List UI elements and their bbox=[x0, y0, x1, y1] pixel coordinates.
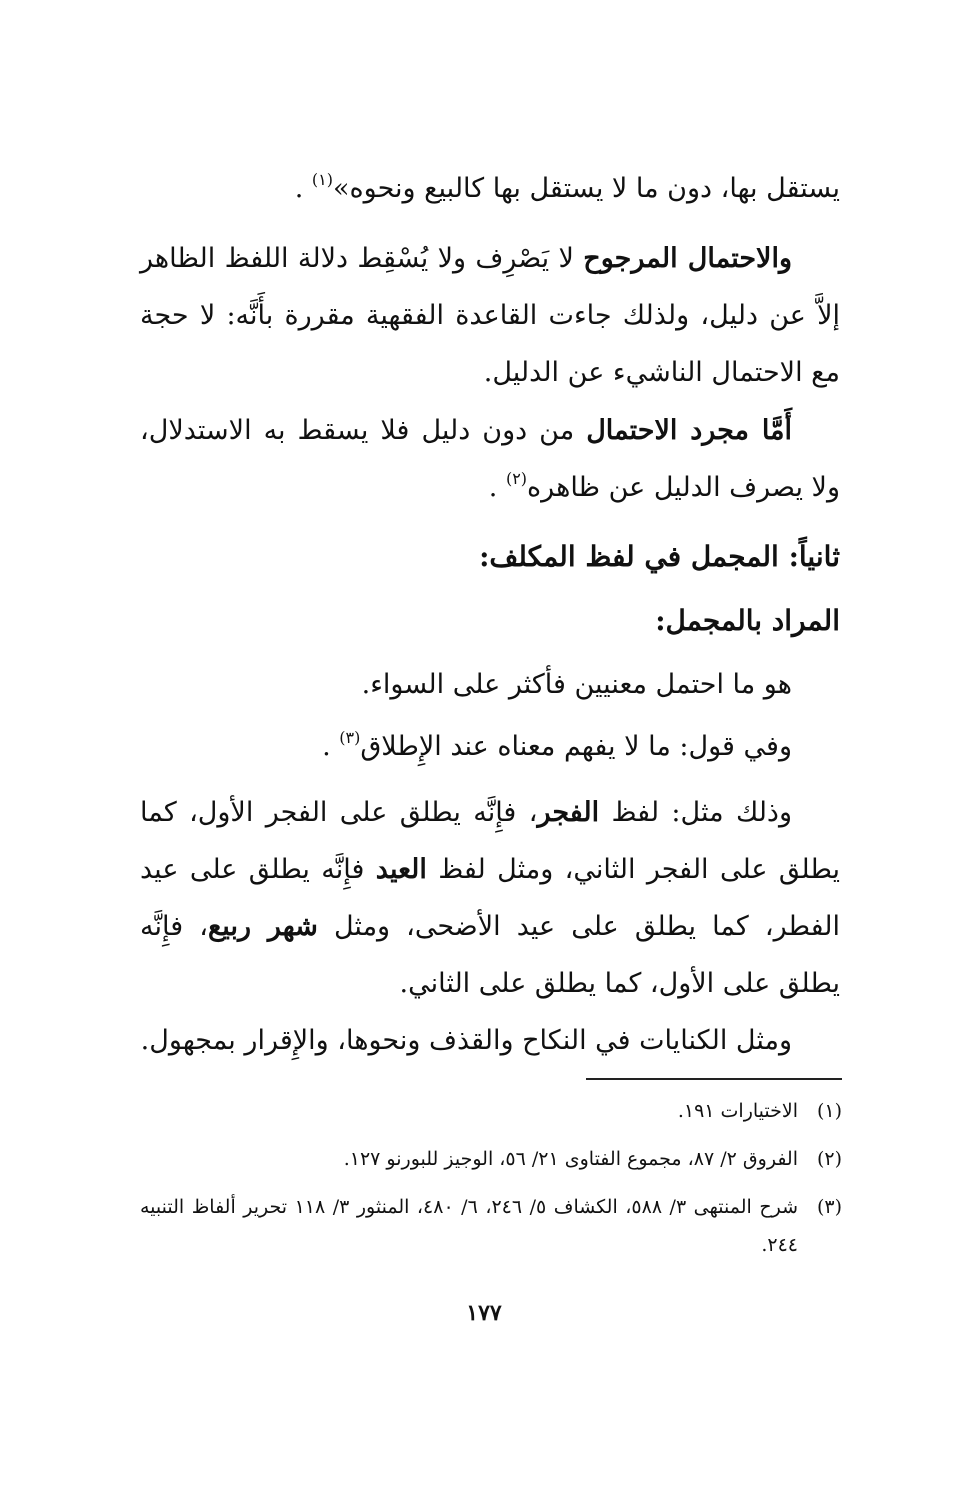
p1-text: يستقل بها، دون ما لا يستقل بها كالبيع ونحوه» bbox=[332, 173, 840, 204]
section-heading: ثانياً: المجمل في لفظ المكلف: bbox=[479, 540, 840, 573]
paragraph-alt-definition bbox=[140, 718, 840, 775]
p3-bold-term: أَمَّا مجرد الاحتمال bbox=[586, 415, 793, 446]
footnote-1 bbox=[140, 1092, 842, 1130]
paragraph-definition: هو ما احتمل معنيين فأكثر على السواء. bbox=[361, 669, 792, 700]
footnote-text: الفروق ٢/ ٨٧، مجموع الفتاوى ٢١/ ٥٦، الوجيز للبورنو ١٢٧. bbox=[343, 1148, 798, 1170]
p6-bold-fajr: الفجر bbox=[537, 797, 600, 828]
footnote-2 bbox=[140, 1140, 842, 1178]
paragraph-examples bbox=[140, 784, 840, 1012]
paragraph-1 bbox=[140, 160, 840, 217]
paragraph-kinayat: ومثل الكنايات في النكاح والقذف ونحوها، والإِقرار بمجهول. bbox=[140, 1025, 792, 1056]
page-number: ١٧٧ bbox=[466, 1300, 502, 1326]
footnote-ref-1[interactable]: (١) bbox=[311, 170, 333, 189]
footnote-number: (٢) bbox=[816, 1148, 842, 1170]
p5-end: . bbox=[322, 731, 340, 762]
footnote-ref-3[interactable]: (٣) bbox=[339, 728, 361, 747]
paragraph-3 bbox=[140, 402, 840, 516]
p2-text: لا يَصْرِف ولا يُسْقِط دلالة اللفظ الظاهر إلاَّ عن دليل، ولذلك جاءت القاعدة الفقهية مقررة بأَنَّه: لا حجة مع الاحتمال الناشيء عن الدليل. bbox=[140, 243, 840, 388]
footnote-divider bbox=[586, 1078, 842, 1080]
footnote-number: (٣) bbox=[816, 1196, 842, 1218]
p6-bold-rabi: شهر ربيع bbox=[207, 911, 318, 942]
p2-bold-term: والاحتمال المرجوح bbox=[583, 243, 792, 274]
p6-text-d: فإِنَّه يطلق على عيد الفطر، كما يطلق على عيد الأضحى، ومثل bbox=[140, 854, 841, 942]
footnote-text: شرح المنتهى ٣/ ٥٨٨، الكشاف ٥/ ٢٤٦، ٦/ ٤٨٠، المنثور ٣/ ١١٨ تحرير ألفاظ التنبيه ٢٤٤. bbox=[140, 1196, 798, 1256]
p3-end: . bbox=[488, 472, 506, 503]
p6-text-c: ، فإِنَّه يطلق على الفجر الأول، كما يطلق على الفجر الثاني، ومثل لفظ bbox=[140, 797, 841, 885]
footnote-text: الاختيارات ١٩١. bbox=[677, 1100, 798, 1122]
subsection-heading: المراد بالمجمل: bbox=[655, 604, 840, 637]
p5-text: وفي قول: ما لا يفهم معناه عند الإِطلاق bbox=[360, 731, 792, 762]
footnotes bbox=[140, 1092, 842, 1274]
footnote-ref-2[interactable]: (٢) bbox=[505, 469, 528, 488]
p1-end: . bbox=[294, 173, 312, 204]
p6-text-a: وذلك مثل: لفظ bbox=[599, 797, 792, 828]
footnote-number: (١) bbox=[816, 1100, 842, 1122]
p3-text: من دون دليل فلا يسقط به الاستدلال، ولا يصرف الدليل عن ظاهره bbox=[140, 415, 840, 503]
paragraph-2 bbox=[140, 230, 840, 401]
p6-bold-eid: العيد bbox=[375, 854, 427, 885]
p6-text-e: ، فإِنَّه يطلق على الأول، كما يطلق على الثاني. bbox=[140, 911, 840, 999]
footnote-3 bbox=[140, 1188, 842, 1264]
